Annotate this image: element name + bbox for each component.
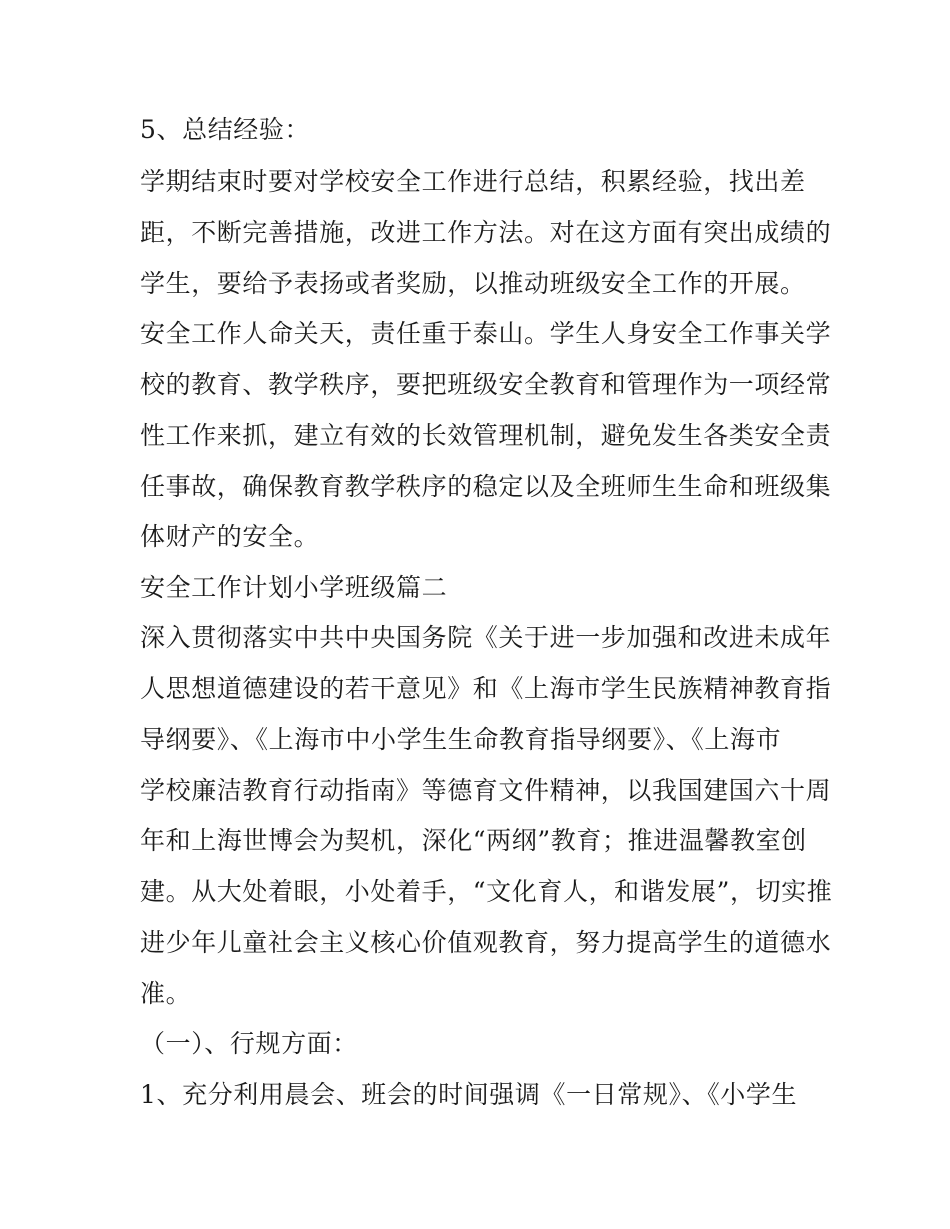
paragraph-line: 安全工作人命关天，责任重于泰山。学生人身安全工作事关学 — [140, 319, 832, 348]
paragraph-line: 深入贯彻落实中共中央国务院《关于进一步加强和改进未成年 — [140, 623, 832, 652]
paragraph-line: 1、充分利用晨会、班会的时间强调《一日常规》、《小学生 — [140, 1080, 798, 1109]
paragraph-line: 性工作来抓，建立有效的长效管理机制，避免发生各类安全责 — [140, 421, 832, 450]
section-heading-summary: 5、总结经验： — [140, 115, 311, 144]
paragraph-line: 校的教育、教学秩序，要把班级安全教育和管理作为一项经常 — [140, 370, 832, 399]
paragraph-line: 准。 — [140, 979, 192, 1008]
paragraph-line: 人思想道德建设的若干意见》和《上海市学生民族精神教育指 — [140, 674, 832, 703]
paragraph-line: 建。从大处着眼，小处着手，“文化育人，和谐发展”，切实推 — [140, 877, 833, 906]
paragraph-line: 学生，要给予表扬或者奖励，以推动班级安全工作的开展。 — [140, 269, 806, 298]
paragraph-line: 学校廉洁教育行动指南》等德育文件精神，以我国建国六十周 — [140, 776, 832, 805]
subsection-heading: （一）、行规方面： — [140, 1029, 358, 1058]
paragraph-line: 进少年儿童社会主义核心价值观教育，努力提高学生的道德水 — [140, 928, 832, 957]
paragraph-line: 年和上海世博会为契机，深化“两纲”教育；推进温馨教室创 — [140, 826, 807, 855]
paragraph-line: 导纲要》、《上海市中小学生生命教育指导纲要》、《上海市 — [140, 725, 782, 754]
paragraph-line: 任事故，确保教育教学秩序的稳定以及全班师生生命和班级集 — [140, 472, 832, 501]
paragraph-line: 学期结束时要对学校安全工作进行总结，积累经验，找出差 — [140, 167, 806, 196]
section-title: 安全工作计划小学班级篇二 — [140, 573, 448, 602]
paragraph-line: 距，不断完善措施，改进工作方法。对在这方面有突出成绩的 — [140, 218, 832, 247]
paragraph-line: 体财产的安全。 — [140, 522, 320, 551]
